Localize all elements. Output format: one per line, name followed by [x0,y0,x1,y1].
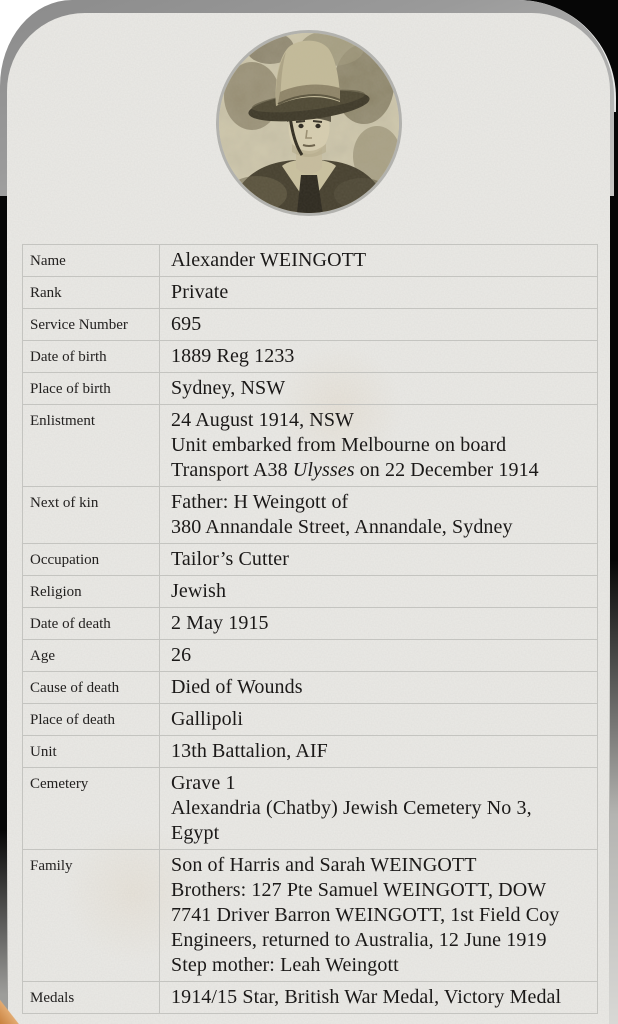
row-value [160,487,597,543]
table-row-date-of-death [23,608,597,640]
table-row-name [23,245,597,277]
row-label: Religion [23,576,160,607]
row-value-line: Egypt [171,822,220,844]
row-value-line: Alexander WEINGOTT [171,249,367,271]
row-value-line: Step mother: Leah Weingott [171,954,399,976]
row-value-line: 7741 Driver Barron WEINGOTT, 1st Field Coy [171,904,560,926]
row-label: Medals [23,982,160,1013]
table-row-unit [23,736,597,768]
row-label: Cause of death [23,672,160,703]
row-label: Age [23,640,160,671]
table-row-cemetery [23,768,597,850]
row-label: Enlistment [23,405,160,486]
row-value [160,544,597,575]
row-value-line: 695 [171,313,202,335]
row-label: Next of kin [23,487,160,543]
table-row-cause-of-death [23,672,597,704]
row-value-line: Father: H Weingott of [171,491,349,513]
row-value [160,608,597,639]
row-label: Family [23,850,160,981]
row-value-line: Brothers: 127 Pte Samuel WEINGOTT, DOW [171,879,547,901]
table-row-religion [23,576,597,608]
corner-curl [0,995,27,1024]
row-value [160,576,597,607]
table-row-place-of-death [23,704,597,736]
memorial-card [7,13,610,1024]
table-row-family [23,850,597,982]
row-value-line: 2 May 1915 [171,612,269,634]
row-value-line: Engineers, returned to Australia, 12 June 1919 [171,929,547,951]
table-row-medals [23,982,597,1014]
right-edge-shadow [609,560,618,1024]
row-label: Occupation [23,544,160,575]
row-value [160,309,597,340]
row-label: Date of birth [23,341,160,372]
row-value-line: Private [171,281,229,303]
row-label: Place of birth [23,373,160,404]
portrait-photo [212,26,406,225]
table-row-occupation [23,544,597,576]
detail-table [22,244,598,1014]
row-label: Name [23,245,160,276]
row-value-line: Jewish [171,580,227,602]
table-row-service-number [23,309,597,341]
table-row-next-of-kin [23,487,597,544]
row-value [160,768,597,849]
row-value [160,277,597,308]
row-value [160,982,597,1013]
row-value-line: Son of Harris and Sarah WEINGOTT [171,854,477,876]
row-value-line: Transport A38 Ulysses on 22 December 1914 [171,459,539,481]
row-value [160,245,597,276]
row-value-line: Tailor’s Cutter [171,548,290,570]
table-row-date-of-birth [23,341,597,373]
row-value-line: Died of Wounds [171,676,303,698]
row-value [160,373,597,404]
row-value-line: 380 Annandale Street, Annandale, Sydney [171,516,513,538]
row-value [160,704,597,735]
row-value-line: 1889 Reg 1233 [171,345,295,367]
row-label: Date of death [23,608,160,639]
row-label: Unit [23,736,160,767]
row-value [160,736,597,767]
row-value-line: 1914/15 Star, British War Medal, Victory Medal [171,986,562,1008]
row-value-line: Alexandria (Chatby) Jewish Cemetery No 3, [171,797,532,819]
row-value-line: 24 August 1914, NSW [171,409,355,431]
table-row-place-of-birth [23,373,597,405]
row-value [160,672,597,703]
row-value-line: Gallipoli [171,708,244,730]
row-value [160,850,597,981]
row-value-line: Sydney, NSW [171,377,286,399]
row-value-line: 13th Battalion, AIF [171,740,328,762]
table-row-rank [23,277,597,309]
row-value-line: Unit embarked from Melbourne on board [171,434,507,456]
row-value [160,341,597,372]
soldier-portrait-icon [212,26,406,220]
table-row-enlistment [23,405,597,487]
row-value-line: 26 [171,644,192,666]
row-value [160,405,597,486]
row-label: Service Number [23,309,160,340]
row-label: Place of death [23,704,160,735]
row-label: Cemetery [23,768,160,849]
row-label: Rank [23,277,160,308]
row-value-line: Grave 1 [171,772,236,794]
table-row-age [23,640,597,672]
row-value [160,640,597,671]
